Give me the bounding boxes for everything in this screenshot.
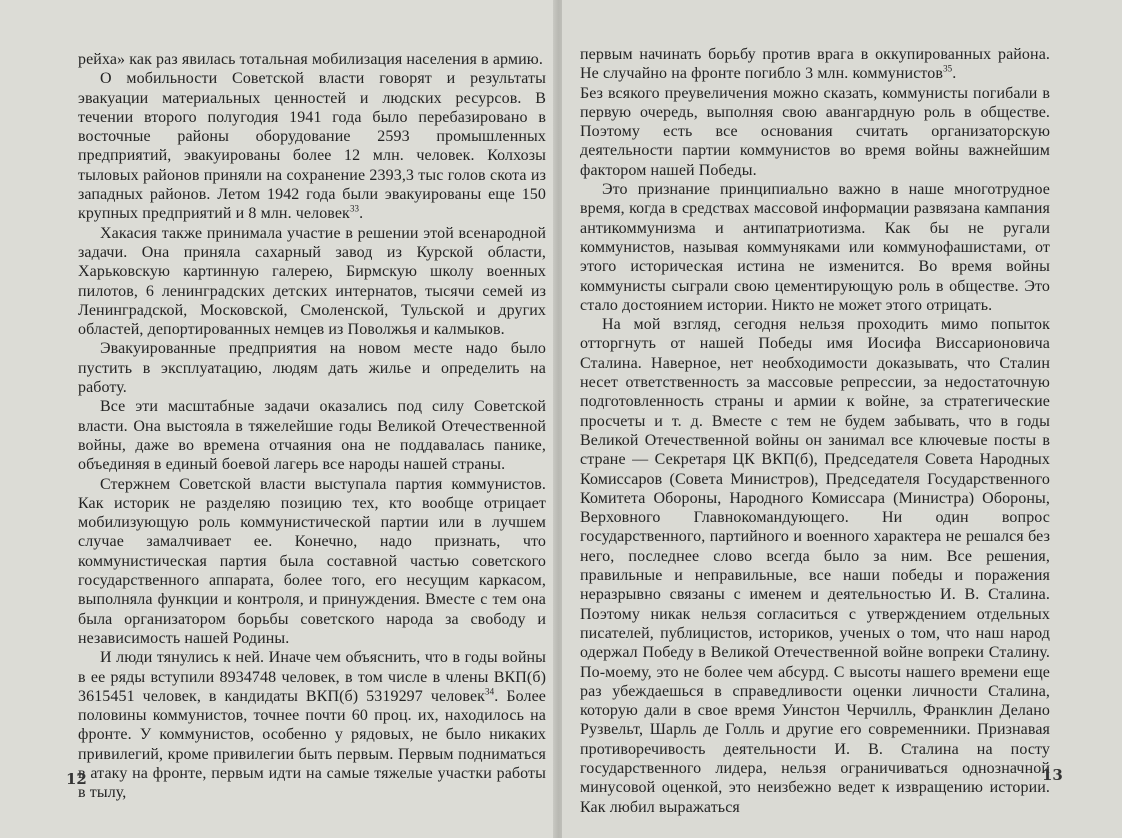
paragraph: Эвакуированные предприятия на новом месте надо было пустить в эксплуатацию, людям дать жилье и определить на работу. (78, 340, 546, 397)
footnote-mark: 33 (349, 204, 360, 215)
paragraph: рейха» как раз явилась тотальная мобилизация населения в армию. (78, 51, 543, 68)
right-page-text (580, 45, 1050, 817)
paragraph: Без всякого преувеличения можно сказать, коммунисты погибали в первую очередь, выполняя свою авангардную роль в обществе. Поэтому есть все основания считать организаторскую деятельности партии коммунистов во время войны важнейшим фактором нашей Победы. (580, 84, 1050, 179)
paragraph: На мой взгляд, сегодня нельзя проходить мимо попыток отторгнуть от нашей Победы имя Иосифа Виссарионовича Сталина. Наверное, нет необходимости доказывать, что Сталин несет ответственность за массовые репрессии, за недостаточную подготовленность страны и армии к войне, за стратегические просчеты и т. д. Вместе с тем не будем забывать, что в годы Великой Отечественной войны он занимал все ключевые посты в стране — Секретаря ЦК ВКП(б), Председателя Совета Народных Комиссаров (Совета Министров), Председателя Государственного Комитета Обороны, Народного Комиссара (Министра) Обороны, Верховного Главнокомандующего. Ни один вопрос государственного, партийного и военного характера не решался без него, последнее слово всегда было за ним. Все решения, правильные и неправильные, все наши победы и поражения неразрывно связаны с именем и деятельностью И. В. Сталина. Поэтому никак нельзя согласиться с утверждением отдельных писателей, публицистов, историков, ученых о том, что наш народ одержал Победу в Великой Отечественной войне вопреки Сталину. По-моему, это не более чем абсурд. С высоты нашего времени еще раз убеждаешься в справедливости оценки личности Сталина, которую дали в свое время Уинстон Черчилль, Франклин Делано Рузвельт, Шарль де Голль и другие его современники. Признавая противоречивость деятельности И. В. Сталина на посту государственного лидера, нельзя ограничиваться однозначной минусовой оценкой, это неизбежно ведет к извращению истории. Как любил выражаться (580, 316, 1050, 816)
page-number: 12 (66, 770, 87, 788)
right-page (562, 0, 1122, 838)
paragraph: Хакасия также принимала участие в решении этой всенародной задачи. Она приняла сахарный завод из Курской области, Харьковскую картинную галерею, Бирмскую школу военных пилотов, 6 ленинградских детских интернатов, тысячи семей из Ленинградской, Московской, Смоленской, Тульской и других областей, депортированных немцев из Поволжья и калмыков. (78, 224, 546, 339)
left-page-text (78, 50, 546, 803)
paragraph: Это признание принципиально важно в наше многотрудное время, когда в средствах массовой информации развязана кампания антикоммунизма и антипатриотизма. Как бы не ругали коммунистов, называя коммуняками или коммунофашистами, от этого историческая истина не изменится. Во время войны коммунисты сыграли свою цементирующую роль в обществе. Это стало достоянием истории. Никто не может этого отрицать. (580, 181, 1050, 314)
page-number: 13 (1042, 766, 1063, 784)
paragraph-text: первым начинать борьбу против врага в оккупированных района. Не случайно на фронте погибло 3 млн. коммунистов (580, 46, 1050, 83)
paragraph: И люди тянулись к ней. Иначе чем объяснить, что в годы войны в ее ряды вступили 8934748 человек, в том числе в члены ВКП(б) 3615451 человек, в кандидаты ВКП(б) 5319297 человек$^{34}$. Более половины коммунистов, точнее почти 60 проц. их, находилось на фронте. У коммунистов, особенно у рядовых, не было никаких привилегий, кроме привилегии быть первым. Первым подниматься в атаку на фронте, первым идти на самые тяжелые участки работы в тылу, (78, 649, 547, 802)
paragraph-text: О мобильности Советской власти говорят и результаты эвакуации материальных ценностей и людских ресурсов. В течении второго полугодия 1941 года было перебазировано в восточные районы оборудование 2593 промышленных предприятий, эвакуированы более 12 млн. человек. Колхозы тыловых районов приняли на сохранение 2393,3 тыс голов скота из западных районов. Летом 1942 года были эвакуированы еще 150 крупных предприятий и 8 млн. человек (78, 70, 546, 223)
paragraph: О мобильности Советской власти говорят и результаты эвакуации материальных ценностей и людских ресурсов. В течении второго полугодия 1941 года было перебазировано в восточные районы оборудование 2593 промышленных предприятий, эвакуированы более 12 млн. человек. Колхозы тыловых районов приняли на сохранение 2393,3 тыс голов скота из западных районов. Летом 1942 года были эвакуированы еще 150 крупных предприятий и 8 млн. человек$^{33}$. (78, 70, 546, 223)
paragraph-text: Более половины коммунистов, точнее почти 60 проц. их, находилось на фронте. У коммунистов, особенно у рядовых, не было никаких привилегий, кроме привилегии быть первым. Первым подниматься в атаку на фронте, первым идти на самые тяжелые участки работы в тылу, (78, 687, 547, 802)
footnote-mark: 34 (485, 686, 495, 697)
footnote-mark: 35 (943, 63, 953, 74)
paragraph: Все эти масштабные задачи оказались под силу Советской власти. Она выстояла в тяжелейшие годы Великой Отечественной войны, даже во времена отчаяния она не поддавалась панике, объединяя в единый боевой лагерь все народы нашей страны. (78, 398, 546, 474)
left-page (0, 0, 556, 838)
paragraph: Стержнем Советской власти выступала партия коммунистов. Как историк не разделяю позицию тех, кто вообще отрицает мобилизующую роль коммунистической партии или в лучшем случае замалчивает ее. Конечно, надо признать, что коммунистическая партия была составной частью советского государственного аппарата, более того, его несущим каркасом, выполняла функции и контроля, и принуждения. Вместе с тем она была организатором борьбы советского народа за свободу и независимость нашей Родины. (78, 475, 546, 647)
paragraph-text: И люди тянулись к ней. Иначе чем объяснить, что в годы войны в ее ряды вступили 8934748 человек, в том числе в члены ВКП(б) 3615451 человек, в кандидаты ВКП(б) 5319297 человек (78, 649, 546, 705)
paragraph: первым начинать борьбу против врага в оккупированных района. Не случайно на фронте погибло 3 млн. коммунистов$^{35}$. (580, 46, 1050, 83)
